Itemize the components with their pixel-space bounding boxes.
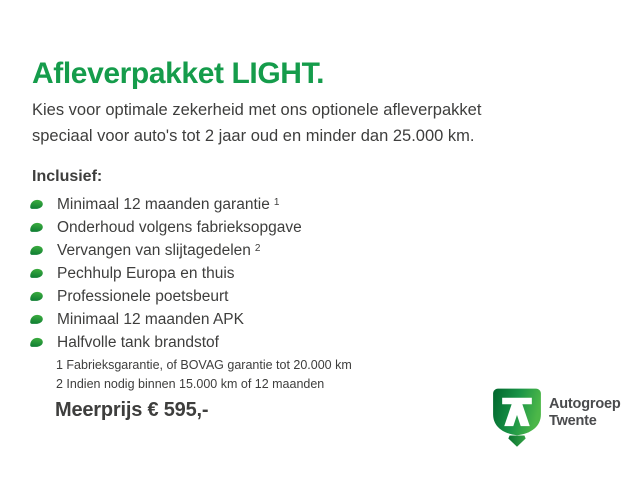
leaf-bullet-icon bbox=[29, 314, 44, 325]
footnote-ref: 1 bbox=[273, 197, 280, 208]
feature-item bbox=[29, 239, 306, 262]
leaf-bullet-icon bbox=[29, 268, 44, 279]
leaf-bullet-icon bbox=[29, 337, 44, 348]
footnote-line: 2 Indien nodig binnen 15.000 km of 12 maanden bbox=[56, 377, 325, 391]
feature-item bbox=[29, 285, 306, 308]
feature-list bbox=[29, 193, 306, 354]
footnote-ref: 2 bbox=[254, 243, 261, 254]
feature-item bbox=[29, 193, 306, 216]
feature-item bbox=[29, 308, 306, 331]
feature-label: Pechhulp Europa en thuis bbox=[57, 264, 235, 282]
feature-label: Halfvolle tank brandstof bbox=[57, 333, 219, 351]
feature-label: Vervangen van slijtagedelen bbox=[57, 241, 251, 259]
shield-a-icon bbox=[492, 387, 542, 448]
leaf-bullet-icon bbox=[29, 245, 44, 256]
feature-label: Onderhoud volgens fabrieksopgave bbox=[57, 218, 302, 236]
intro-text: Kies voor optimale zekerheid met ons optionele afleverpakket speciaal voor auto's tot 2 jaar oud en minder dan 25.000 km. bbox=[32, 101, 482, 145]
leaf-bullet-icon bbox=[29, 199, 44, 210]
feature-label: Minimaal 12 maanden APK bbox=[57, 310, 244, 328]
footnote-line: 1 Fabrieksgarantie, of BOVAG garantie tot 20.000 km bbox=[56, 358, 352, 372]
page-title: Afleverpakket LIGHT. bbox=[32, 57, 325, 90]
feature-label: Professionele poetsbeurt bbox=[57, 287, 229, 305]
footnotes bbox=[56, 356, 352, 394]
feature-item bbox=[29, 216, 306, 239]
leaf-bullet-icon bbox=[29, 291, 44, 302]
feature-item bbox=[29, 262, 306, 285]
price-text: Meerprijs € 595,- bbox=[55, 399, 209, 421]
logo-text-line2: Twente bbox=[549, 413, 597, 429]
logo-text-line1: Autogroep bbox=[549, 396, 621, 412]
autogroep-twente-logo bbox=[492, 387, 621, 448]
leaf-bullet-icon bbox=[29, 222, 44, 233]
feature-label: Minimaal 12 maanden garantie bbox=[57, 195, 270, 213]
feature-list-heading: Inclusief: bbox=[32, 168, 103, 185]
feature-item bbox=[29, 331, 306, 354]
logo-wordmark bbox=[549, 396, 621, 430]
